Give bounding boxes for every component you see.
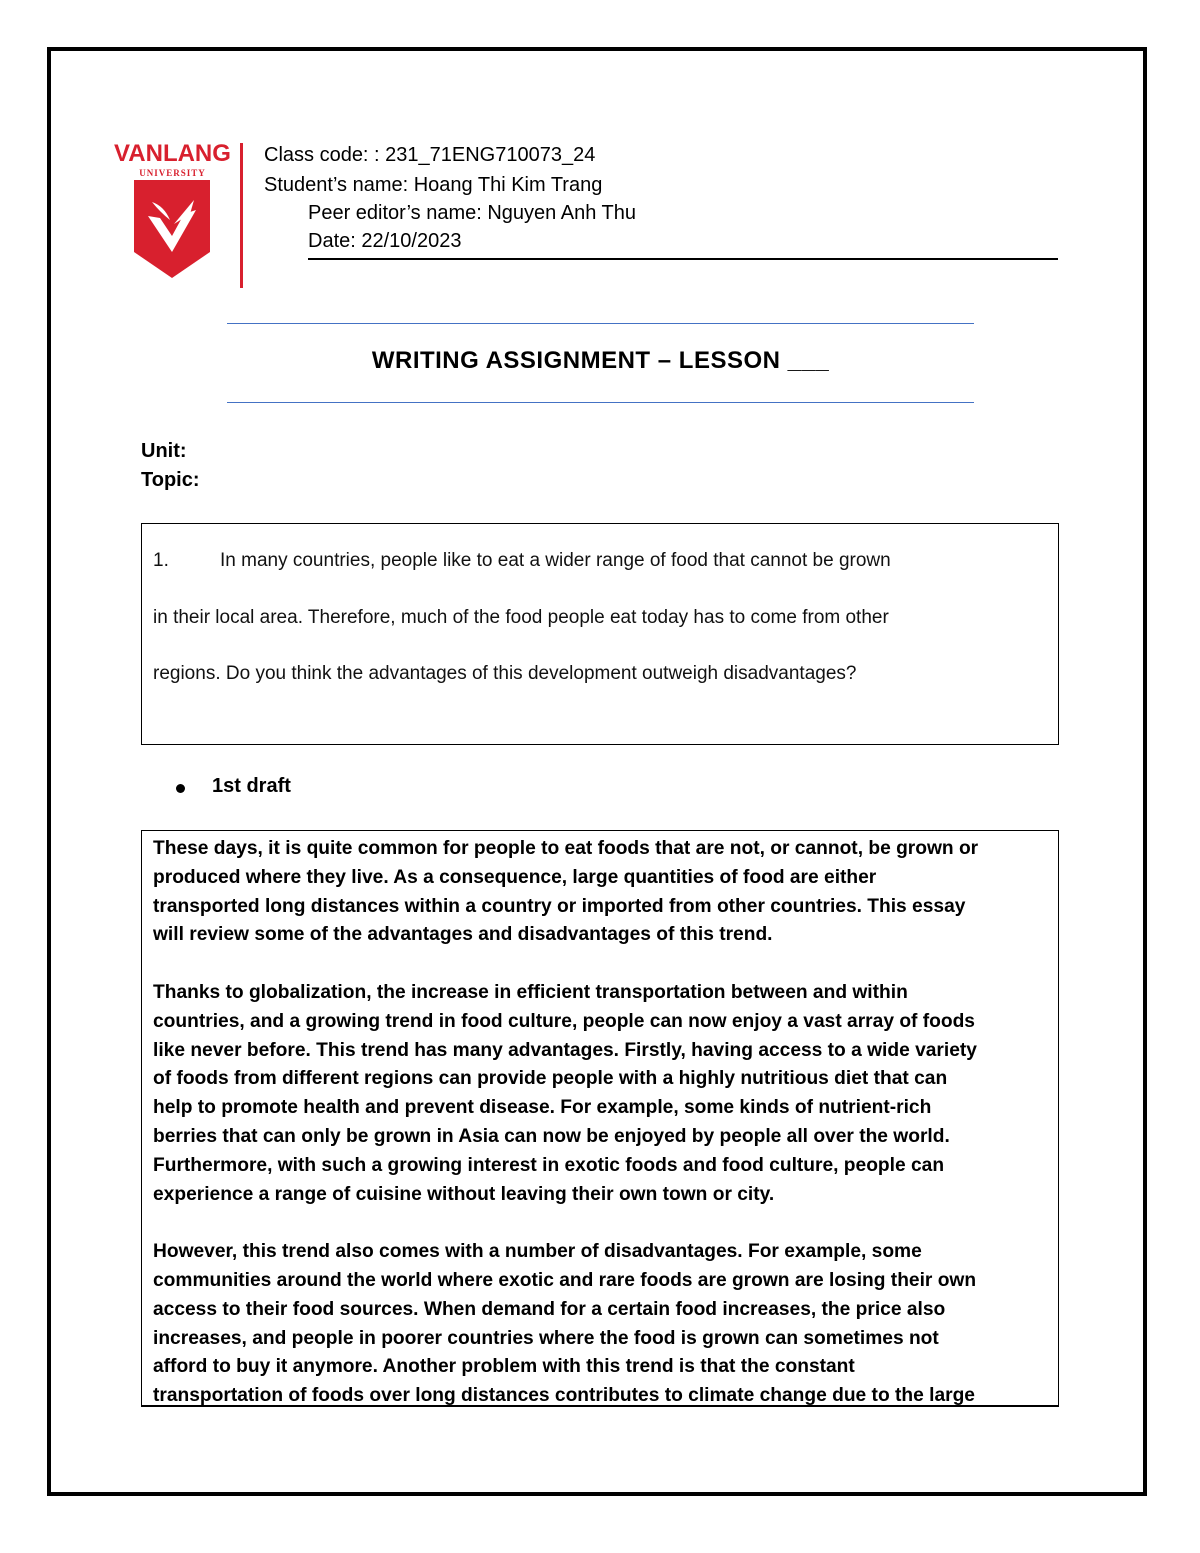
- header-underline: [308, 258, 1058, 260]
- draft-box: [141, 830, 1059, 1407]
- draft-line: transportation of foods over long distances contributes to climate change due to the large: [153, 1385, 975, 1407]
- draft-heading: 1st draft: [212, 775, 291, 797]
- draft-line: Thanks to globalization, the increase in efficient transportation between and within: [153, 981, 908, 1003]
- draft-line: help to promote health and prevent disease. For example, some kinds of nutrient-rich: [153, 1097, 932, 1119]
- peer-editor-name: Peer editor’s name: Nguyen Anh Thu: [308, 202, 636, 224]
- draft-line: experience a range of cuisine without leaving their own town or city.: [153, 1183, 775, 1205]
- draft-paragraph: [153, 979, 1053, 1209]
- prompt-line-3: regions. Do you think the advantages of this development outweigh disadvantages?: [153, 663, 857, 684]
- draft-line: of foods from different regions can provide people with a highly nutritious diet that can: [153, 1068, 948, 1090]
- draft-line: communities around the world where exotic and rare foods are grown are losing their own: [153, 1269, 977, 1291]
- draft-line: countries, and a growing trend in food culture, people can now enjoy a vast array of foods: [153, 1010, 975, 1032]
- prompt-text: In many countries, people like to eat a wider range of food that cannot be grown: [220, 550, 891, 571]
- draft-line: increases, and people in poorer countries where the food is grown can sometimes not: [153, 1327, 939, 1349]
- prompt-line-1: [153, 550, 891, 572]
- draft-line: However, this trend also comes with a number of disadvantages. For example, some: [153, 1241, 922, 1263]
- draft-paragraph: [153, 1238, 1053, 1407]
- draft-line: like never before. This trend has many advantages. Firstly, having access to a wide variety: [153, 1039, 977, 1061]
- logo-name: VANLANG: [114, 140, 231, 167]
- unit-label: Unit:: [141, 440, 187, 462]
- prompt-number: 1.: [153, 550, 169, 571]
- student-name: Student’s name: Hoang Thi Kim Trang: [264, 174, 603, 196]
- draft-paragraph: [153, 835, 1053, 950]
- title-top-rule: [227, 323, 974, 324]
- topic-label: Topic:: [141, 469, 200, 491]
- draft-line: will review some of the advantages and disadvantages of this trend.: [153, 924, 773, 946]
- draft-line: berries that can only be grown in Asia can now be enjoyed by people all over the world.: [153, 1125, 950, 1147]
- title-bottom-rule: [227, 402, 974, 403]
- page-title: WRITING ASSIGNMENT – LESSON ___: [371, 347, 830, 374]
- shield-icon: [134, 180, 210, 278]
- class-code: Class code: : 231_71ENG710073_24: [264, 144, 596, 166]
- draft-line: access to their food sources. When demand for a certain food increases, the price also: [153, 1298, 946, 1320]
- logo-subtitle: UNIVERSITY: [139, 168, 206, 178]
- draft-line: These days, it is quite common for people to eat foods that are not, or cannot, be grown or: [153, 838, 979, 859]
- draft-line: produced where they live. As a consequence, large quantities of food are either: [153, 866, 877, 888]
- draft-text: [153, 835, 1053, 1407]
- date: Date: 22/10/2023: [308, 230, 462, 252]
- draft-line: afford to buy it anymore. Another problem with this trend is that the constant: [153, 1356, 855, 1378]
- logo-divider: [240, 143, 243, 288]
- draft-line: Furthermore, with such a growing interest in exotic foods and food culture, people can: [153, 1154, 945, 1176]
- prompt-box: [141, 523, 1059, 745]
- draft-line: transported long distances within a country or imported from other countries. This essay: [153, 895, 966, 917]
- prompt-line-2: in their local area. Therefore, much of the food people eat today has to come from other: [153, 607, 889, 628]
- bullet-icon: [176, 784, 185, 793]
